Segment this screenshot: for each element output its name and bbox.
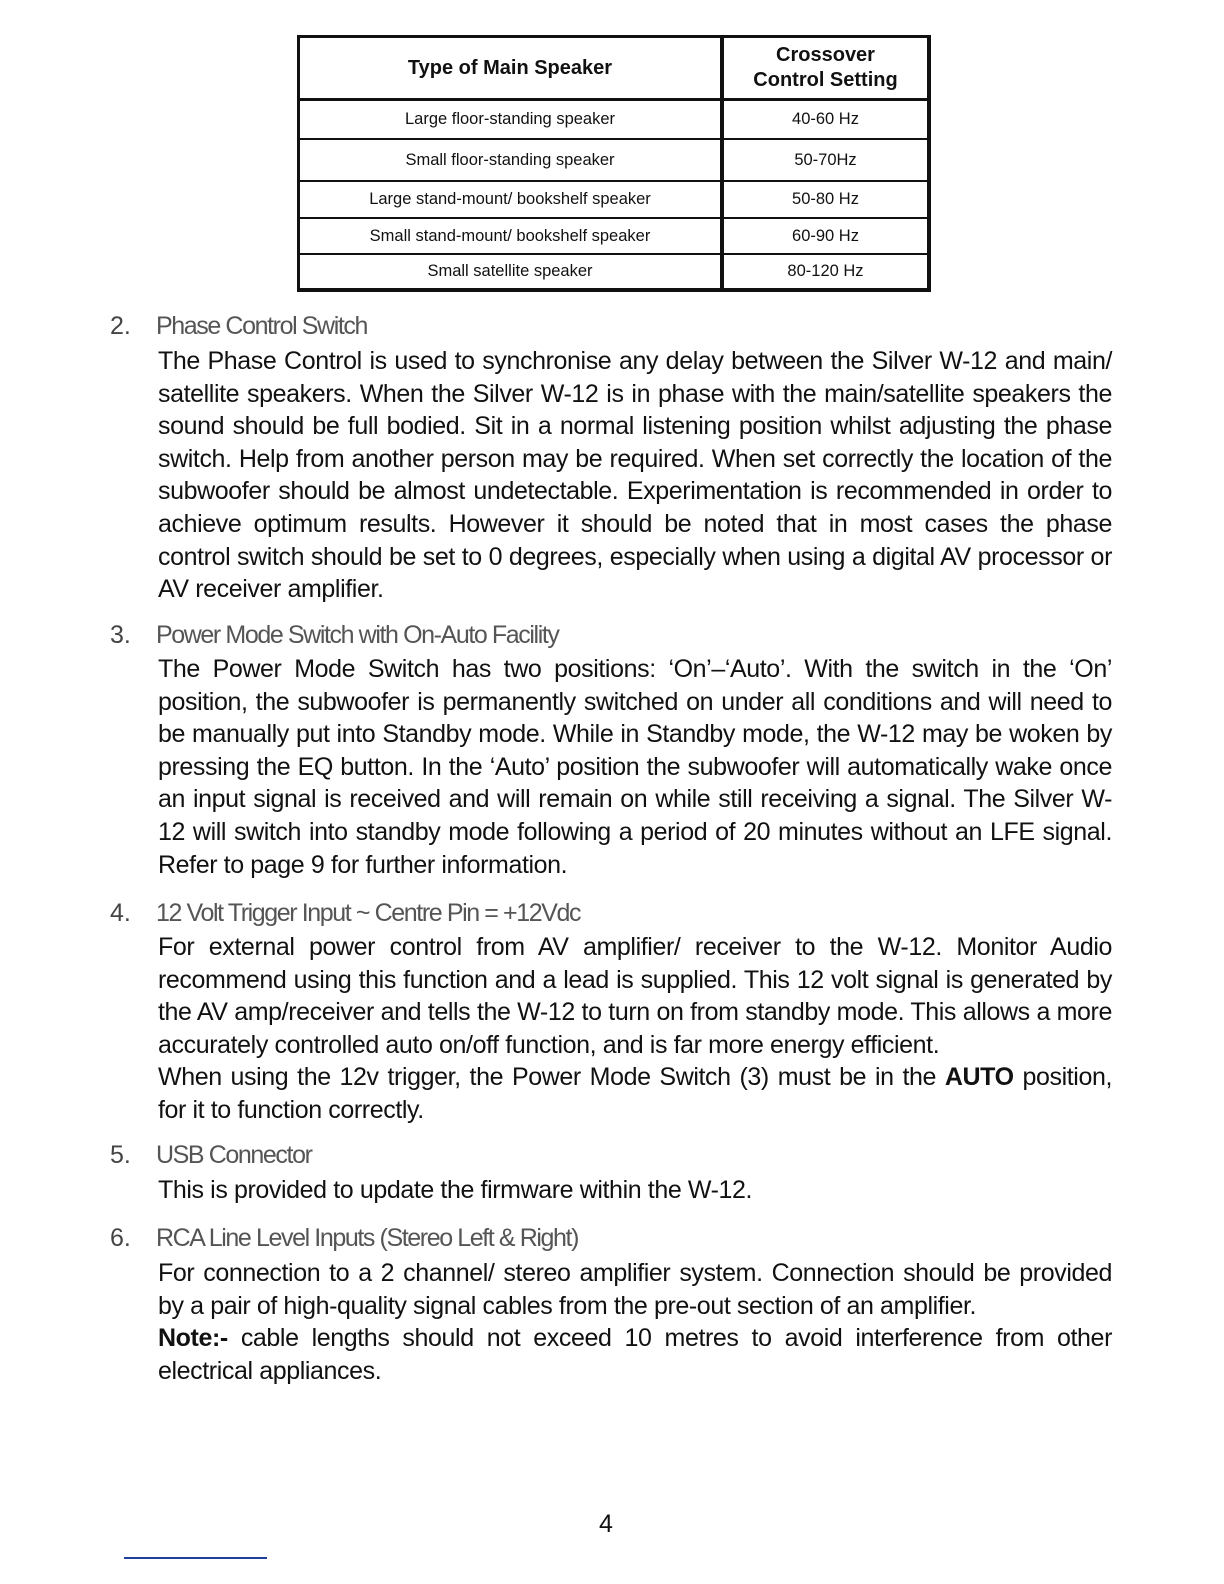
table-header-row bbox=[300, 38, 927, 101]
section-paragraph-2 bbox=[158, 1061, 1112, 1126]
header-crossover-setting bbox=[724, 38, 927, 101]
speaker-type-cell: Large floor-standing speaker bbox=[300, 101, 724, 140]
header-speaker-type: Type of Main Speaker bbox=[300, 38, 724, 101]
speaker-type-cell: Small satellite speaker bbox=[300, 255, 724, 288]
section-paragraph: For connection to a 2 channel/ stereo amplifier system. Connection should be provided by a pair of high-quality signal cables from the pre-out section of an amplifier. bbox=[158, 1259, 1112, 1320]
section-heading: 12 Volt Trigger Input ~ Centre Pin = +12Vdc bbox=[156, 899, 581, 927]
paragraph-text: When using the 12v trigger, the Power Mode Switch (3) must be in the bbox=[158, 1063, 945, 1092]
crossover-setting-cell: 60-90 Hz bbox=[724, 219, 927, 255]
crossover-setting-cell: 80-120 Hz bbox=[787, 262, 864, 280]
section-body bbox=[158, 1174, 1112, 1207]
speaker-type-cell: Large stand-mount/ bookshelf speaker bbox=[300, 182, 724, 219]
table-row bbox=[300, 219, 927, 255]
table-row bbox=[300, 255, 927, 288]
footer-rule bbox=[124, 1557, 267, 1559]
section-body bbox=[158, 931, 1112, 1127]
auto-emphasis: AUTO bbox=[944, 1063, 1014, 1092]
header-crossover-line2: Control Setting bbox=[753, 69, 898, 91]
table-row bbox=[300, 101, 927, 140]
note-paragraph bbox=[158, 1322, 1112, 1387]
section-number: 6. bbox=[110, 1224, 131, 1252]
table-row bbox=[300, 182, 927, 219]
section-number: 2. bbox=[110, 312, 131, 340]
section-paragraph: The Phase Control is used to synchronise any delay between the Silver W-12 and main/ satellite speakers. When the Silver W-12 is in phase with the main/satellite speakers the sound should be full bodied. Sit in a normal listening position whilst adjusting the phase switch. Help from another person may be required. When set correctly the location of the subwoofer should be almost undetectable. Experimentation is recommended in order to achieve optimum results. However it should be noted that in most cases the phase control switch should be set to 0 degrees, especially when using a digital AV processor or AV receiver amplifier. bbox=[158, 347, 1112, 604]
paragraph-text: position, for it to function correctly. bbox=[158, 1063, 1112, 1124]
section-body bbox=[158, 653, 1112, 881]
crossover-setting-cell: 50-80 Hz bbox=[724, 182, 927, 219]
speaker-type-cell: Small stand-mount/ bookshelf speaker bbox=[300, 219, 724, 255]
crossover-setting-cell: 50-70Hz bbox=[724, 140, 927, 182]
section-paragraph: For external power control from AV amplifier/ receiver to the W-12. Monitor Audio recommend using this function and a lead is supplied. This 12 volt signal is generated by the AV amp/receiver and tells the W-12 to turn on from standby mode. This allows a more accurately controlled auto on/off function, and is far more energy efficient. bbox=[158, 933, 1112, 1059]
section-body bbox=[158, 345, 1112, 606]
section-paragraph: The Power Mode Switch has two positions: ‘On’–‘Auto’. With the switch in the ‘On’ position, the subwoofer is permanently switched on under all conditions and will need to be manually put into Standby mode. While in Standby mode, the W-12 may be woken by pressing the EQ button. In the ‘Auto’ position the subwoofer will automatically wake once an input signal is received and will remain on while still receiving a signal. The Silver W-12 will switch into standby mode following a period of 20 minutes without an LFE signal. Refer to page 9 for further information. bbox=[158, 655, 1112, 879]
section-paragraph: This is provided to update the firmware within the W-12. bbox=[158, 1176, 753, 1204]
section-number: 5. bbox=[110, 1141, 131, 1169]
speaker-type-cell: Small floor-standing speaker bbox=[300, 140, 724, 182]
section-body bbox=[158, 1257, 1112, 1387]
crossover-setting-cell: 40-60 Hz bbox=[724, 101, 927, 140]
section-number: 3. bbox=[110, 621, 131, 649]
section-number: 4. bbox=[110, 899, 131, 927]
table-row bbox=[300, 140, 927, 182]
section-heading: Phase Control Switch bbox=[156, 312, 368, 340]
crossover-table bbox=[297, 35, 931, 292]
page-number: 4 bbox=[599, 1510, 613, 1538]
section-heading: USB Connector bbox=[156, 1141, 312, 1169]
note-label: Note:- bbox=[158, 1324, 228, 1353]
note-text: cable lengths should not exceed 10 metres to avoid interference from other electrical appliances. bbox=[158, 1324, 1112, 1385]
section-heading: RCA Line Level Inputs (Stereo Left & Right) bbox=[156, 1224, 579, 1252]
section-heading: Power Mode Switch with On-Auto Facility bbox=[156, 621, 559, 649]
header-crossover-line1: Crossover bbox=[776, 44, 875, 66]
